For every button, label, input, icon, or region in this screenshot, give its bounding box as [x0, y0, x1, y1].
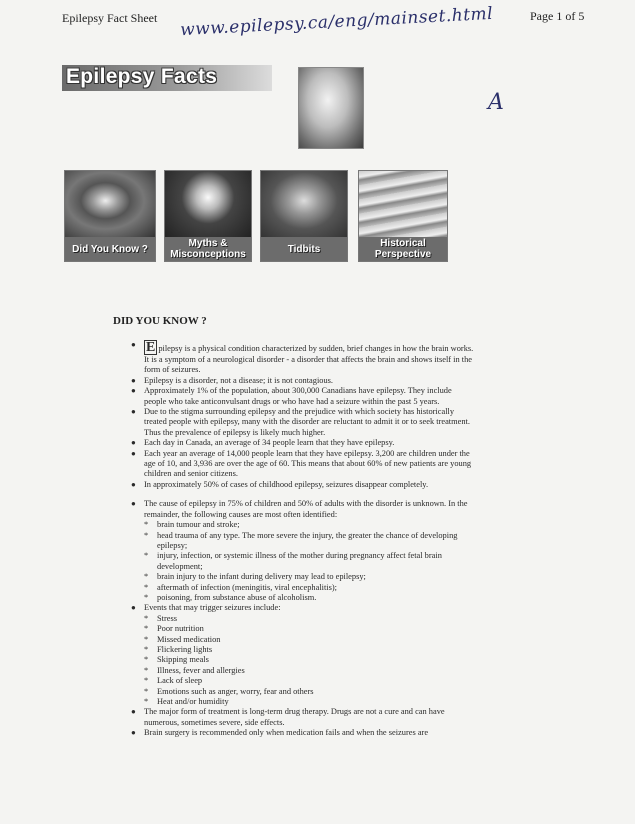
- dropcap: E: [146, 340, 156, 355]
- spacer: [131, 490, 476, 499]
- sub-item: * aftermath of infection (meningitis, viral encephalitis);: [144, 582, 338, 592]
- sub-item: * Skipping meals: [144, 655, 209, 665]
- sub-item: * brain tumour and stroke;: [144, 520, 240, 530]
- face-image: [261, 171, 347, 237]
- books-image: [359, 171, 447, 237]
- bullet-icon: ●: [131, 499, 136, 509]
- bullet-icon: ●: [131, 407, 136, 417]
- asterisk-icon: *: [144, 530, 149, 540]
- list-item: ● Brain surgery is recommended only when medication fails and when the seizures are: [131, 728, 429, 738]
- asterisk-icon: *: [144, 551, 149, 561]
- list-item: ● Events that may trigger seizures include: * Stress * Poor nutrition * Missed medication * Flickering lights * Skipping meals * Illness, fever and allergies * Lack of sleep * Emotions such as anger, worry, fear and others * Heat and/or humidity: [131, 603, 476, 707]
- sub-item: * Poor nutrition: [144, 624, 204, 634]
- sub-item: * injury, infection, or systemic illness of the mother during pregnancy affect fetal brain development;: [144, 551, 442, 571]
- tile-label: Tidbits: [261, 237, 347, 261]
- doc-title: Epilepsy Fact Sheet: [62, 11, 158, 25]
- asterisk-icon: *: [144, 613, 149, 623]
- banner: [62, 65, 272, 91]
- list-item: ● Epilepsy is a disorder, not a disease; it is not contagious.: [131, 375, 334, 385]
- fact-list: [131, 340, 476, 490]
- sub-item: * Heat and/or humidity: [144, 697, 229, 706]
- list-item: ● E pilepsy is a physical condition characterized by sudden, brief changes in how the brain works. It is a symptom of a neurological disorder - a disorder that affects the brain and shows itself in the form of seizures.: [131, 340, 474, 375]
- list-item: ● The cause of epilepsy in 75% of children and 50% of adults with the disorder is unknown. In the remainder, the following causes are most often identified: * brain tumour and stroke; * head trauma of any type. The more severe the injury, the greater the chance of developing epilepsy; * injury, infection, or systemic illness of the mother during pregnancy affect fetal brain development; * brain injury to the infant during delivery may lead to epilepsy; * aftermath of infection (meningitis, viral encephalitis); * poisoning, from substance abuse of alcoholism.: [131, 499, 476, 603]
- sub-item: * Illness, fever and allergies: [144, 665, 245, 675]
- tile-myths[interactable]: [164, 170, 252, 262]
- list-item: ● The major form of treatment is long-term drug therapy. Drugs are not a cure and can have numerous, sometimes severe, side effects.: [131, 707, 445, 727]
- asterisk-icon: *: [144, 572, 149, 582]
- bullet-icon: ●: [131, 728, 136, 738]
- bullet-icon: ●: [131, 448, 136, 458]
- bullet-icon: ●: [131, 375, 136, 385]
- bullet-icon: ●: [131, 438, 136, 448]
- list-item: ● Each year an average of 14,000 people learn that they have epilepsy. 3,200 are children under the age of 10, and 3,936 are over the age of 60. This means that about 60% of new patients are young children and senior citizens.: [131, 448, 472, 479]
- bullet-icon: ●: [131, 386, 136, 396]
- list-item: ● Each day in Canada, an average of 34 people learn that they have epilepsy.: [131, 438, 395, 448]
- fact-content: [131, 340, 476, 739]
- tile-label: Did You Know ?: [65, 237, 155, 261]
- sub-item: * Missed medication: [144, 634, 221, 644]
- list-item: ● In approximately 50% of cases of childhood epilepsy, seizures disappear completely.: [131, 479, 429, 489]
- bullet-icon: ●: [131, 479, 136, 489]
- tile-did-you-know[interactable]: [64, 170, 156, 262]
- tile-label: Myths & Misconceptions: [165, 237, 251, 261]
- sub-item: * Stress: [144, 613, 178, 623]
- banner-title: Epilepsy Facts: [66, 65, 218, 88]
- sub-item: * poisoning, from substance abuse of alcoholism.: [144, 592, 317, 602]
- causes-sublist: [144, 520, 476, 603]
- tile-tidbits[interactable]: [260, 170, 348, 262]
- causes-list: [131, 499, 476, 738]
- asterisk-icon: *: [144, 676, 149, 686]
- lightbulb-image: [165, 171, 251, 237]
- portrait-image: [298, 67, 364, 149]
- list-item: ● Due to the stigma surrounding epilepsy and the prejudice with which society has historically treated people with epilepsy, many with the disorder are reluctant to admit it or to seek treatment. Thus the prevalence of epilepsy is likely much higher.: [131, 407, 470, 437]
- sub-item: * Flickering lights: [144, 644, 213, 654]
- bullet-icon: ●: [131, 340, 136, 349]
- asterisk-icon: *: [144, 520, 149, 530]
- tile-historical[interactable]: [358, 170, 448, 262]
- sub-item: * Emotions such as anger, worry, fear and others: [144, 686, 314, 696]
- asterisk-icon: *: [144, 592, 149, 602]
- sub-item: * head trauma of any type. The more severe the injury, the greater the chance of developing epilepsy;: [144, 530, 458, 550]
- sub-item: * Lack of sleep: [144, 676, 203, 686]
- bullet-icon: ●: [131, 707, 136, 717]
- handwritten-url: www.epilepsy.ca/eng/mainset.html: [179, 3, 494, 41]
- asterisk-icon: *: [144, 686, 149, 696]
- bullet-icon: ●: [131, 603, 136, 613]
- asterisk-icon: *: [144, 644, 149, 654]
- asterisk-icon: *: [144, 582, 149, 592]
- section-heading: DID YOU KNOW ?: [113, 315, 207, 327]
- asterisk-icon: *: [144, 634, 149, 644]
- sub-item: * brain injury to the infant during delivery may lead to epilepsy;: [144, 572, 366, 582]
- tile-label: Historical Perspective: [359, 237, 447, 261]
- asterisk-icon: *: [144, 655, 149, 665]
- eye-image: [65, 171, 155, 237]
- asterisk-icon: *: [144, 624, 149, 634]
- asterisk-icon: *: [144, 665, 149, 675]
- triggers-sublist: [144, 614, 476, 708]
- page-number: Page 1 of 5: [530, 9, 585, 23]
- asterisk-icon: *: [144, 697, 149, 706]
- handwritten-mark: A: [488, 90, 504, 115]
- list-item: ● Approximately 1% of the population, about 300,000 Canadians have epilepsy. They include people who take anticonvulsant drugs or who have had a seizure within the past 5 years.: [131, 386, 452, 406]
